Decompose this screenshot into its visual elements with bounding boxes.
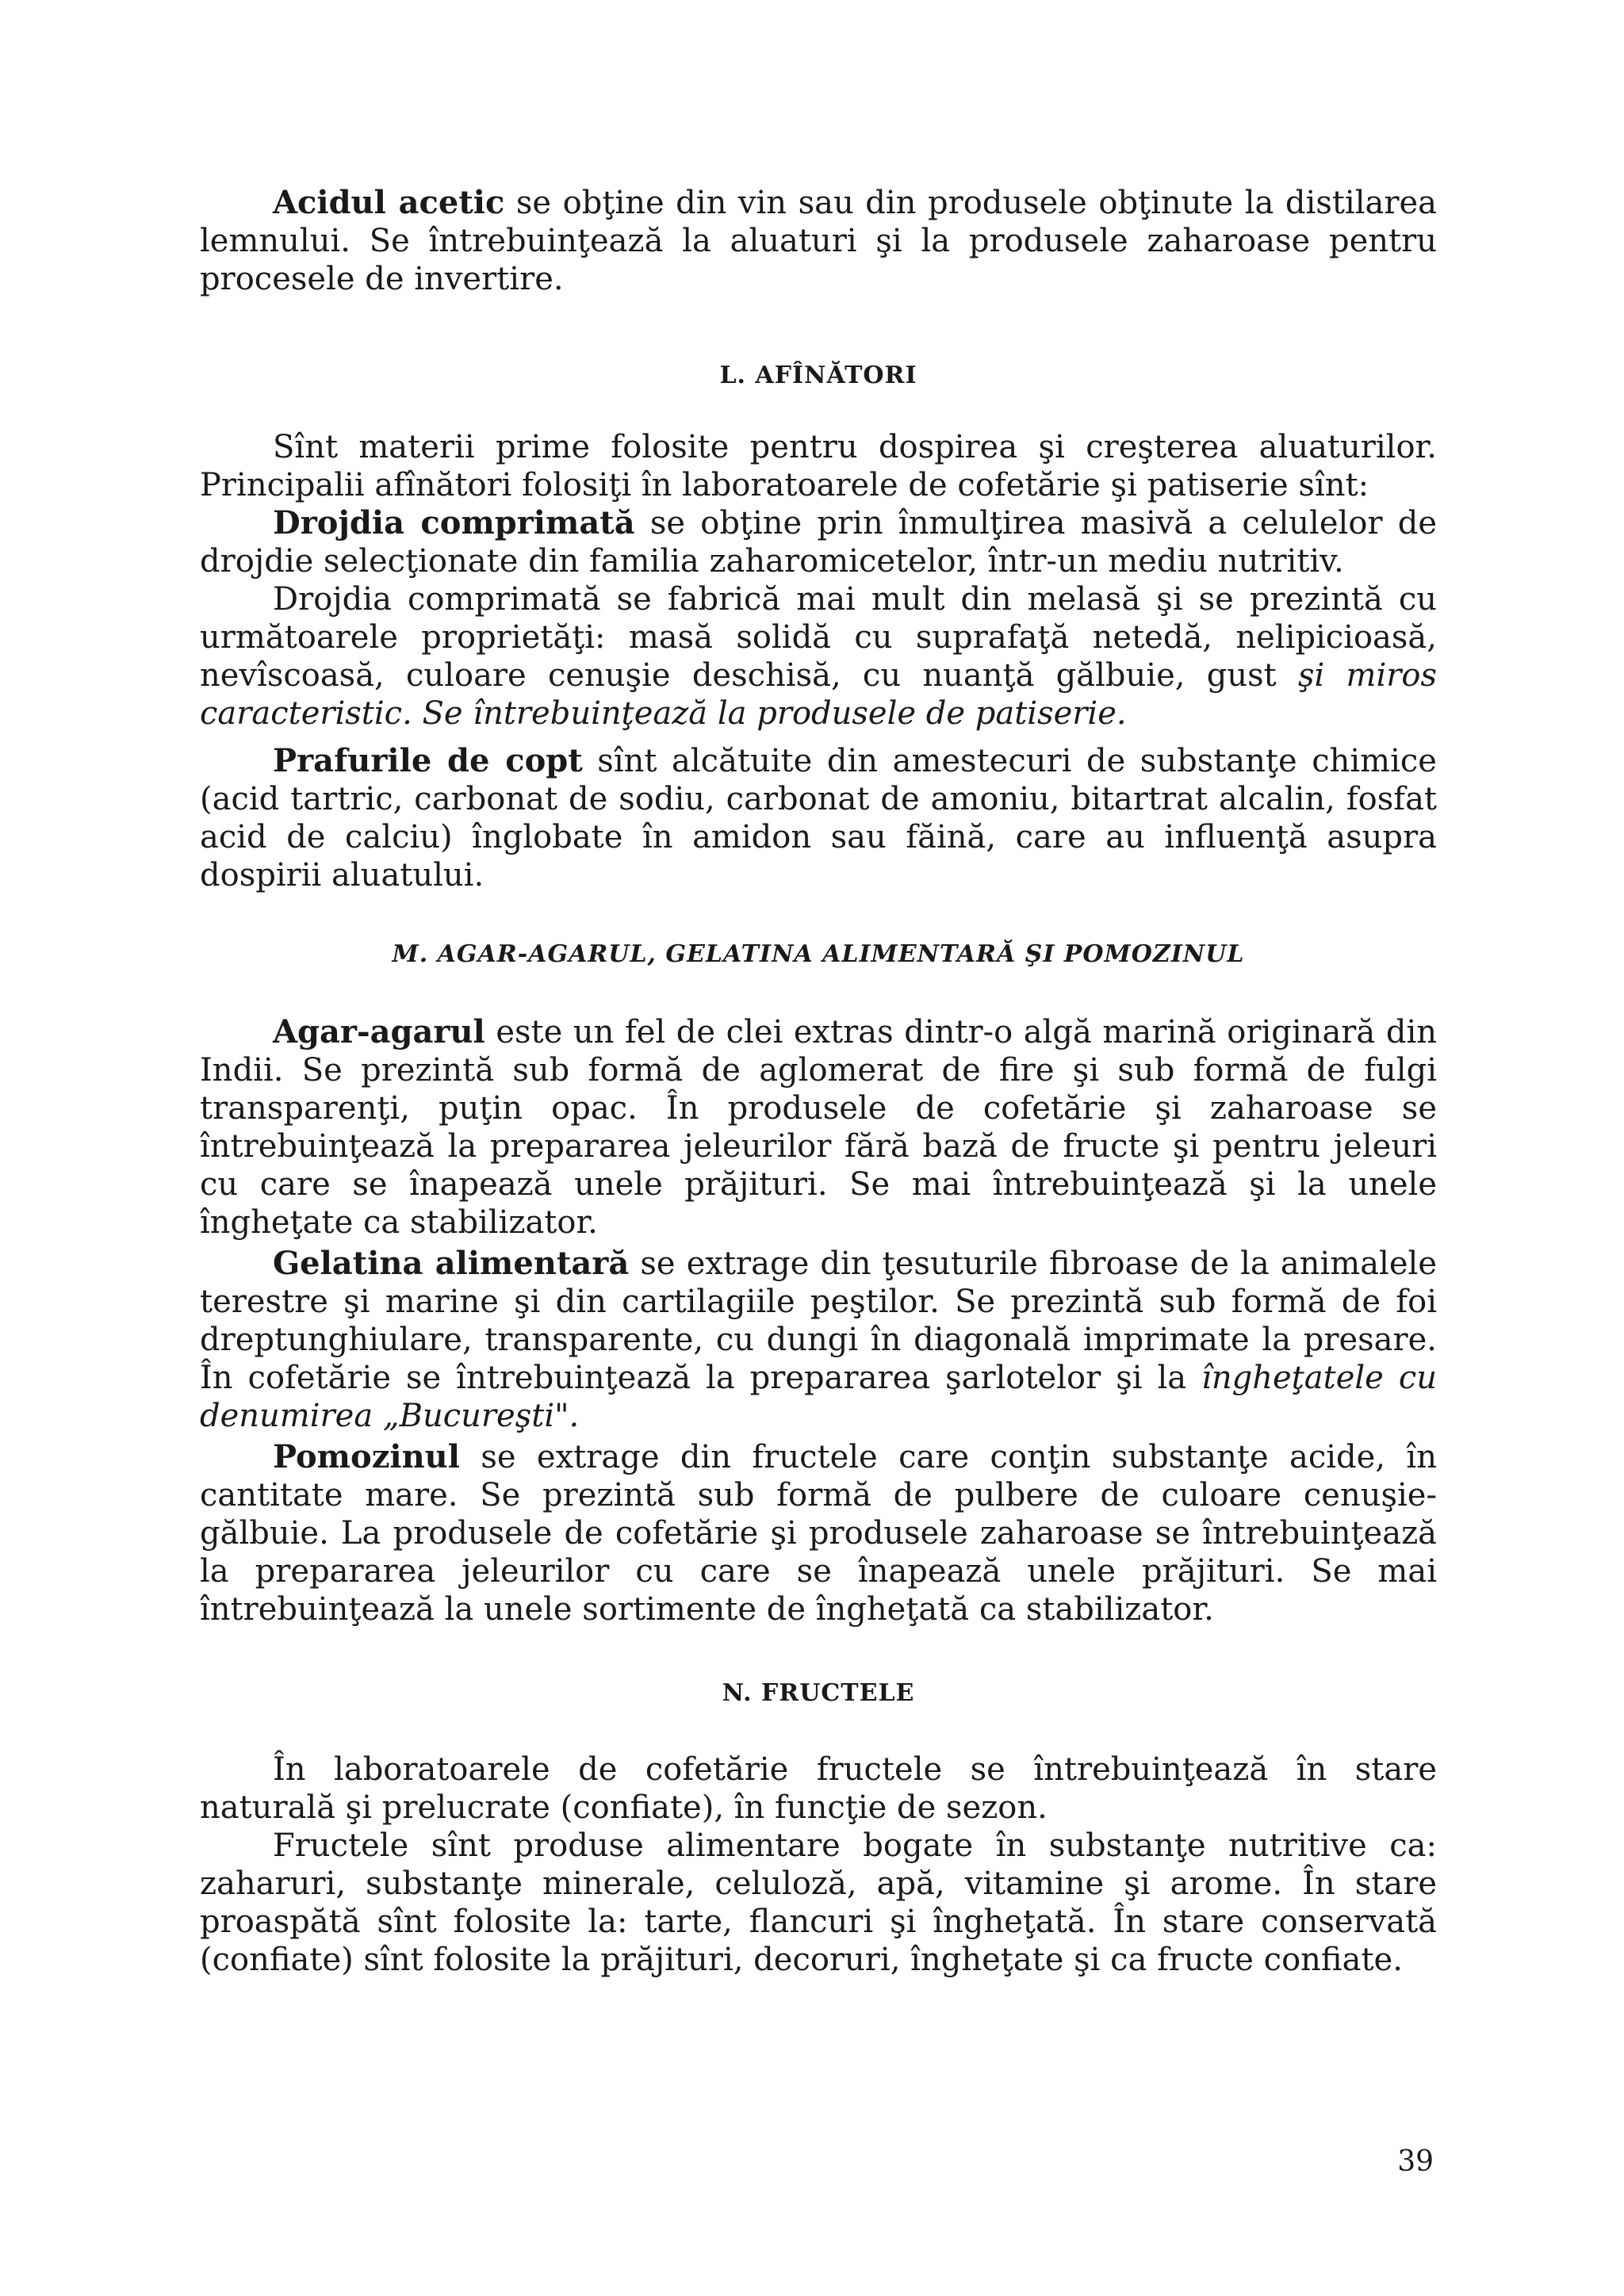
paragraph-drojdia-properties <box>200 580 1437 733</box>
section-heading-n: N. FRUCTELE <box>722 1679 915 1707</box>
paragraph-text: sînt alcătuite din amestecuri de substanţe chimice (acid tartric, carbonat de sodiu, carbonat de amoniu, bitartrat alcalin, fosfat acid de calciu) înglobate în amidon sau făină, care au influenţă asupra dospirii aluatului. <box>200 743 1437 894</box>
term-agar-agarul: Agar-agarul <box>273 1013 485 1050</box>
paragraph-text: se extrage din fructele care conţin substanţe acide, în cantitate mare. Se prezintă sub formă de pulbere de culoare cenuşie-gălbuie. La produsele de cofetărie şi produsele zaharoase se întrebuinţează la prepararea jeleurilor cu care se înapează unele prăjituri. Se mai întrebuinţează la unele sortimente de îngheţată ca stabilizator. <box>200 1439 1437 1628</box>
paragraph-italic-text: îngheţatele cu denumirea „Bucureşti". <box>200 1360 1437 1434</box>
page-body <box>200 184 1437 1979</box>
paragraph-drojdia <box>200 504 1437 580</box>
term-pomozinul: Pomozinul <box>273 1438 460 1475</box>
paragraph-acid-acetic <box>200 184 1437 298</box>
term-acid-acetic: Acidul acetic <box>273 184 505 221</box>
paragraph-gelatina <box>200 1245 1437 1435</box>
section-heading-m: M. AGAR-AGARUL, GELATINA ALIMENTARĂ ŞI POMOZINUL <box>392 940 1245 968</box>
term-drojdia-comprimata: Drojdia comprimată <box>273 504 635 541</box>
section-heading-l: L. AFÎNĂTORI <box>719 362 917 389</box>
paragraph-agar-agar <box>200 1013 1437 1242</box>
paragraph-text: se obţine prin înmulţirea masivă a celulelor de drojdie selecţionate din familia zaharomicetelor, într-un mediu nutritiv. <box>200 505 1437 580</box>
term-gelatina-alimentara: Gelatina alimentară <box>273 1245 630 1282</box>
paragraph-fructe-detail: Fructele sînt produse alimentare bogate în substanţe nutritive ca: zaharuri, substanţe minerale, celuloză, apă, vitamine şi arome. În stare proaspătă sînt folosite la: tarte, flancuri şi îngheţată. În stare conservată (confiate) sînt folosite la prăjituri, decoruri, îngheţate şi ca fructe confiate. <box>200 1827 1437 1978</box>
term-prafurile-de-copt: Prafurile de copt <box>273 742 583 779</box>
page-number: 39 <box>1397 2145 1434 2178</box>
paragraph-fructe-intro: În laboratoarele de cofetărie fructele se întrebuinţează în stare naturală şi prelucrate (confiate), în funcţie de sezon. <box>200 1751 1437 1826</box>
paragraph-text: Drojdia comprimată se fabrică mai mult din melasă şi se prezintă cu următoarele proprietăţi: masă solidă cu suprafaţă netedă, nelipicioasă, nevîscoasă, culoare cenuşie deschisă, cu nuanţă gălbuie, gust <box>200 581 1437 694</box>
paragraph-text: se extrage din ţesuturile fibroase de la animalele terestre şi marine şi din cartilagiile peştilor. Se prezintă sub formă de foi dreptunghiulare, transparente, cu dungi în diagonală imprimate la presare. În cofetărie se întrebuinţează la prepararea şarlotelor şi la <box>200 1246 1437 1396</box>
paragraph-italic-text: şi miros caracteristic. Se întrebuinţează la produsele de patiserie. <box>200 657 1438 732</box>
paragraph-pomozin <box>200 1438 1437 1628</box>
paragraph-text: se obţine din vin sau din produsele obţinute la distilarea lemnului. Se întrebuinţează la aluaturi şi la produsele zaharoase pentru procesele de invertire. <box>200 185 1437 297</box>
paragraph-afinatori-intro: Sînt materii prime folosite pentru dospirea şi creşterea aluaturilor. Principalii afînători folosiţi în laboratoarele de cofetărie şi patiserie sînt: <box>200 429 1437 503</box>
paragraph-text: este un fel de clei extras dintr-o algă marină originară din Indii. Se prezintă sub formă de aglomerat de fire şi sub formă de fulgi transparenţi, puţin opac. În produsele de cofetărie şi zaharoase se întrebuinţează la prepararea jeleurilor fără bază de fructe şi pentru jeleuri cu care se înapează unele prăjituri. Se mai întrebuinţează şi la unele îngheţate ca stabilizator. <box>200 1014 1437 1241</box>
paragraph-prafuri <box>200 742 1437 894</box>
